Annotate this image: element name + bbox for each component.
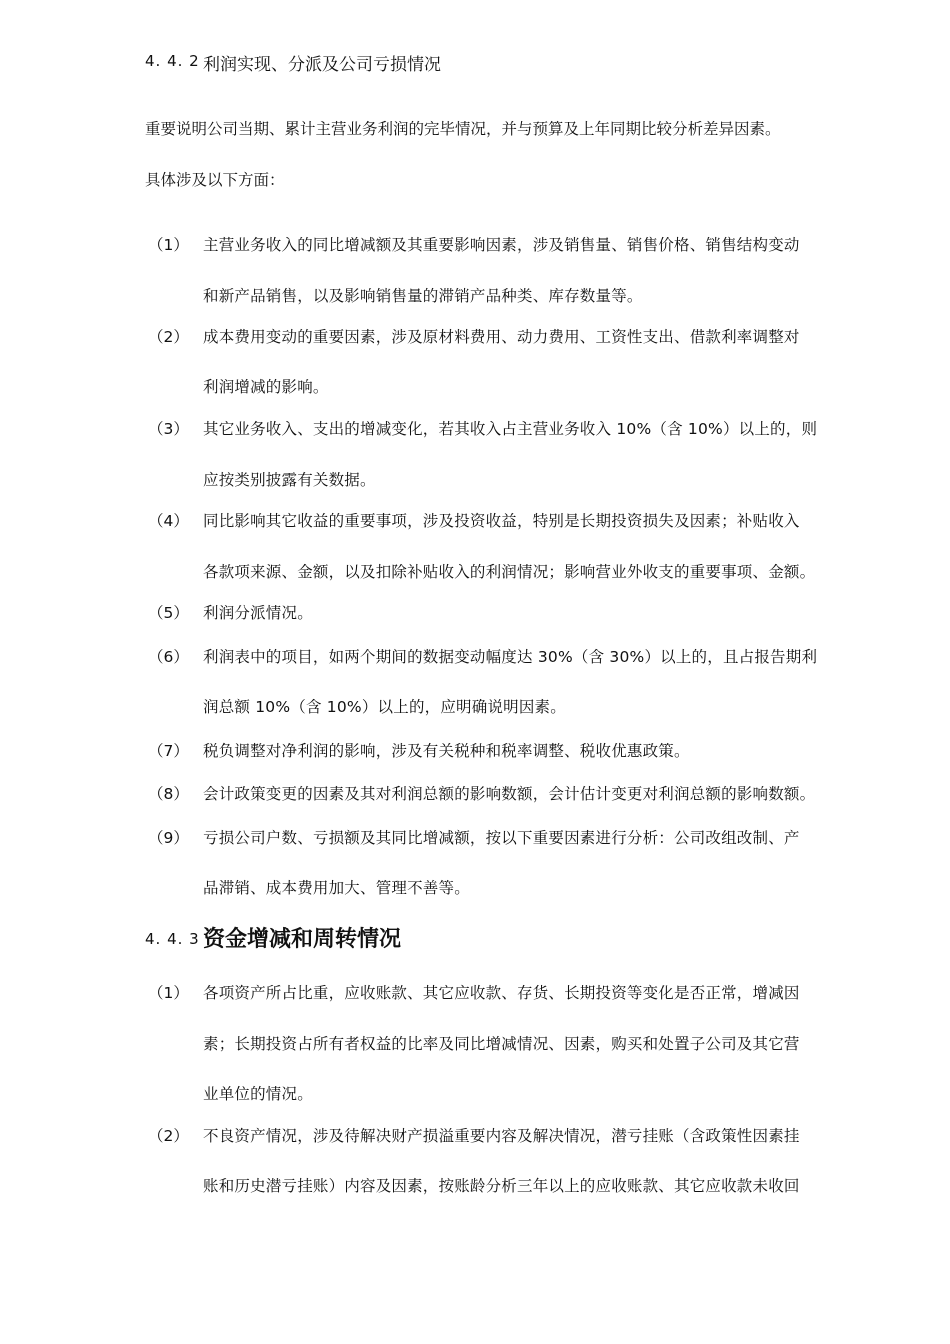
item-line: 应按类别披露有关数据。 [203, 471, 376, 489]
item-number: （7） [148, 742, 189, 760]
item-line: 同比影响其它收益的重要事项，涉及投资收益，特别是长期投资损失及因素；补贴收入 [203, 512, 800, 530]
item-line: 品滞销、成本费用加大、管理不善等。 [203, 879, 470, 897]
item-line: 主营业务收入的同比增减额及其重要影响因素，涉及销售量、销售价格、销售结构变动 [203, 236, 800, 254]
item-number: （9） [148, 829, 189, 847]
section-443-number: 4. 4. 3 [145, 930, 200, 948]
item-number: （3） [148, 420, 189, 438]
item-number: （6） [148, 648, 189, 666]
section-442-number: 4. 4. 2 [145, 52, 200, 70]
section-443-title: 资金增减和周转情况 [203, 927, 402, 952]
item-line: 各款项来源、金额，以及扣除补贴收入的利润情况；影响营业外收支的重要事项、金额。 [203, 563, 816, 581]
section-442-title: 利润实现、分派及公司亏损情况 [203, 55, 441, 75]
item-line: 税负调整对净利润的影响，涉及有关税种和税率调整、税收优惠政策。 [203, 742, 690, 760]
intro-paragraph-1: 重要说明公司当期、累计主营业务利润的完毕情况，并与预算及上年同期比较分析差异因素。 [145, 120, 781, 138]
item-line: 会计政策变更的因素及其对利润总额的影响数额，会计估计变更对利润总额的影响数额。 [203, 785, 816, 803]
intro-paragraph-2: 具体涉及以下方面： [145, 171, 285, 189]
item-number: （2） [148, 328, 189, 346]
item-number: （4） [148, 512, 189, 530]
item-number: （5） [148, 604, 189, 622]
item-line: 利润增减的影响。 [203, 378, 329, 396]
item-number: （8） [148, 785, 189, 803]
item-number: （1） [148, 236, 189, 254]
item-line: 业单位的情况。 [203, 1085, 313, 1103]
item-line: 成本费用变动的重要因素，涉及原材料费用、动力费用、工资性支出、借款利率调整对 [203, 328, 800, 346]
item-line: 润总额 10%（含 10%）以上的，应明确说明因素。 [203, 698, 566, 716]
item-number: （1） [148, 984, 189, 1002]
item-line: 利润分派情况。 [203, 604, 313, 622]
item-line: 其它业务收入、支出的增减变化，若其收入占主营业务收入 10%（含 10%）以上的，则 [203, 420, 818, 438]
item-line: 素；长期投资占所有者权益的比率及同比增减情况、因素，购买和处置子公司及其它营 [203, 1035, 800, 1053]
item-line: 和新产品销售，以及影响销售量的滞销产品种类、库存数量等。 [203, 287, 643, 305]
item-number: （2） [148, 1127, 189, 1145]
item-line: 各项资产所占比重，应收账款、其它应收款、存货、长期投资等变化是否正常，增减因 [203, 984, 800, 1002]
item-line: 亏损公司户数、亏损额及其同比增减额，按以下重要因素进行分析：公司改组改制、产 [203, 829, 800, 847]
item-line: 账和历史潜亏挂账）内容及因素，按账龄分析三年以上的应收账款、其它应收款未收回 [203, 1177, 800, 1195]
item-line: 利润表中的项目，如两个期间的数据变动幅度达 30%（含 30%）以上的，且占报告期利 [203, 648, 818, 666]
item-line: 不良资产情况，涉及待解决财产损溢重要内容及解决情况，潜亏挂账（含政策性因素挂 [203, 1127, 800, 1145]
